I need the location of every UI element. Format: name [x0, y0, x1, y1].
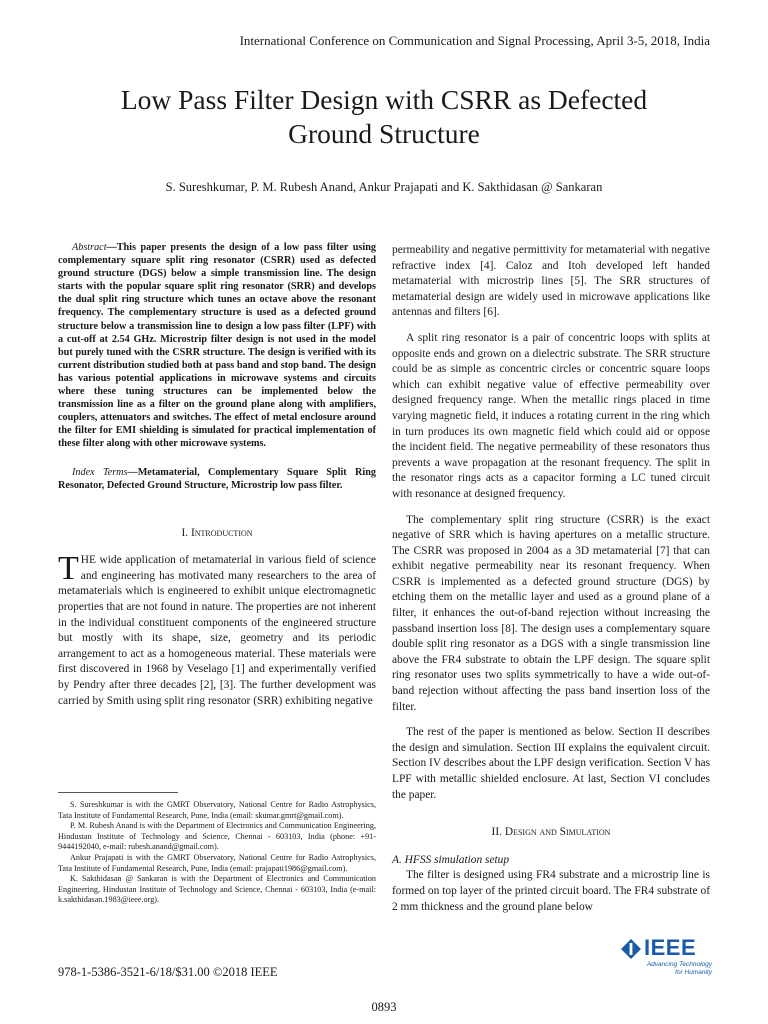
title-line-1: Low Pass Filter Design with CSRR as Defected: [120, 84, 648, 115]
footnote-2: P. M. Rubesh Anand is with the Department of Electronics and Communication Engineering, Hindustan Institute of Technology and Science, Chennai - 603103, India (phone: +91-9444192040, e-mail: rubesh.anand@gmail.com).: [58, 821, 376, 852]
index-terms: [58, 466, 376, 492]
section-numeral: II.: [491, 826, 502, 839]
author-list: S. Sureshkumar, P. M. Rubesh Anand, Ankur Prajapati and K. Sakthidasan @ Sankaran: [165, 180, 603, 194]
right-column: [392, 243, 710, 915]
paper-title: [0, 83, 768, 151]
ieee-diamond-icon: [620, 938, 642, 960]
section-title: Design and Simulation: [504, 826, 611, 839]
left-column: [58, 241, 376, 709]
conference-header: International Conference on Communication and Signal Processing, April 3-5, 2018, India: [239, 33, 710, 48]
section-numeral: I.: [181, 526, 189, 539]
ieee-tagline-line-1: Advancing Technology: [646, 961, 712, 968]
footnotes: [58, 800, 376, 906]
footnote-1: S. Sureshkumar is with the GMRT Observatory, National Centre for Radio Astrophysics, Tata Institute of Fundamental Research, Pune, India (email: skumar.gmrt@gmail.com).: [58, 800, 376, 820]
abstract-text: —This paper presents the design of a low pass filter using complementary square split ring resonator (CSRR) used as defected ground structure (DGS) below a simple transmission line. The design starts with the popular square split ring resonator (SRR) and develops the dual split ring structure which tunes an octave above the resonant frequency. The complementary structure is used as a defected ground structure below a transmission line to design a low pass filter (LPF) with a cut-off at 2.54 GHz. Microstrip filter design is not used in the model but purely tuned with the CSRR structure. The design is verified with its current distribution studied both at pass band and stop band. The design has various potential applications in microwave systems and circuits where these tuning structures can be implemented below the transmission line as a filter on the ground plane along with amplifiers, couplers, attenuators and switches. The effect of metal enclosure around the filter for EMI shielding is simulated for practical implementation of these filter along with other microwave systems.: [58, 242, 376, 450]
intro-text: HE wide application of metamaterial in various field of science and engineering has motivated many researchers to the area of metamaterials which is engineered to exhibit unique electromagnetic properties that are not found in nature. The properties are not inherent in the individual constituent components of the engineered structure but mostly with its shape, size, geometry and its periodic arrangement to act as a homogeneous material. These materials were first discovered in 1968 by Veselago [1] and experimentally verified by Pendry after three decades [2], [3]. The further development was carried by Smith using split ring resonator (SRR) exhibiting negative: [58, 554, 376, 707]
title-line-2: Ground Structure: [288, 118, 480, 149]
ieee-wordmark: IEEE: [644, 935, 697, 960]
ieee-tagline-line-2: for Humanity: [675, 969, 712, 976]
paragraph-srr: A split ring resonator is a pair of concentric loops with splits at opposite ends and grown on a dielectric substrate. The SRR structure could be as simple as concentric circles or concentric square loops which can exhibit negative value of effective permeability over designed frequency range. When the metallic rings placed in time varying magnetic field, it induces a rotating current in the ring which in turn produces its own magnetic field which could aid or oppose the incident field. The negative permeability of these resonators thus prevents a wave propagation at the resonant frequency. The split in the resonator rings acts as a capacitor forming a LC tuned circuit with resonance at designed frequency.: [392, 331, 710, 500]
paragraph-continued: permeability and negative permittivity for metamaterial with negative refractive index [4]. Caloz and Itoh developed left handed metamaterial with microstrip lines [5]. The SRR structures of metamaterial design are widely used in microwave applications like antennas and filters [6].: [392, 244, 710, 319]
subsection-heading: A. HFSS simulation setup: [392, 853, 510, 866]
isbn-copyright: 978-1-5386-3521-6/18/$31.00 ©2018 IEEE: [58, 965, 278, 979]
paragraph-outline: The rest of the paper is mentioned as below. Section II describes the design and simulation. Section III explains the equivalent circuit. Section IV describes about the LPF design verification. Section V has LPF with metallic shielded enclosure. At last, Section VI concludes the paper.: [392, 726, 710, 801]
abstract-label: Abstract: [72, 242, 107, 253]
footnote-rule: [58, 792, 178, 793]
ieee-tagline: [620, 961, 712, 977]
abstract: [58, 241, 376, 451]
paragraph-csrr: The complementary split ring structure (CSRR) is the exact negative of SRR which is having apertures on a metallic structure. The CSRR was proposed in 2004 as a 3D metamaterial [7] that can exhibit negative permeability near its resonant frequency. When CSRR is implemented as a defected ground structure (DGS) by etching them on the metallic layer and used as a ground plane of a filter, it enhances the out-of-band rejection without increasing the passband insertion loss [8]. The design uses a complementary square double split ring resonator as a DGS with a single transmission line above the FR4 substrate to obtain the LPF design. The square split ring resonator uses two splits symmetrically to have a wide out-of-band rejection without affecting the pass band insertion loss of the filter.: [392, 513, 710, 713]
ieee-logo: [612, 935, 712, 985]
drop-cap: T: [58, 550, 79, 588]
index-terms-text: —Metamaterial, Complementary Square Split Ring Resonator, Defected Ground Structure, Microstrip low pass filter.: [58, 466, 376, 491]
footnote-3: Ankur Prajapati is with the GMRT Observatory, National Centre for Radio Astrophysics, Tata Institute of Fundamental Research, Pune, India (email: prajapati1986@gmail.com).: [58, 852, 376, 873]
footnote-4: K. Sakthidasan @ Sankaran is with the Department of Electronics and Communication Engineering, Hindustan Institute of Technology and Science, Chennai - 603103, India (e-mail: k.sakthidasan.1983@ieee.org).: [58, 874, 376, 905]
index-terms-label: Index Terms: [72, 466, 128, 478]
intro-paragraph: [58, 550, 376, 709]
section-heading-introduction: [58, 526, 376, 542]
section-heading-design: [392, 825, 710, 841]
paragraph-hfss: The filter is designed using FR4 substrate and a microstrip line is formed on top layer of the printed circuit board. The FR4 substrate of 2 mm thickness and the ground plane below: [392, 869, 710, 913]
section-title: Introduction: [190, 526, 253, 539]
page-number: 0893: [371, 1000, 397, 1014]
